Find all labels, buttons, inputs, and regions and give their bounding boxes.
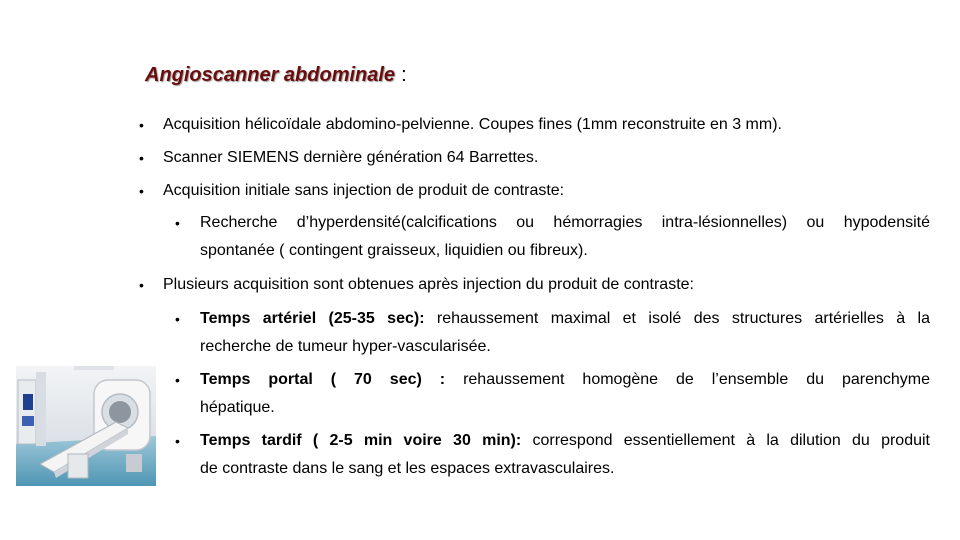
phase-text: rehaussement homogène de l’ensemble du parenchyme (445, 371, 930, 388)
sub-bullet-glyph: • (175, 433, 180, 449)
phase-label: Temps tardif ( 2-5 min voire 30 min): (200, 432, 522, 449)
sub-item-line: Recherche d’hyperdensité(calcifications ou hémorragies intra-lésionnelles) ou hypodensité (200, 214, 930, 231)
sub-bullet-glyph: • (175, 311, 180, 327)
sub-bullet-glyph: • (175, 372, 180, 388)
list-item: Acquisition hélicoïdale abdomino-pelvienne. Coupes fines (1mm reconstruite en 3 mm). (163, 116, 782, 133)
ct-scanner-illustration (16, 366, 156, 486)
sub-item-line: spontanée ( contingent graisseux, liquidien ou fibreux). (200, 242, 588, 259)
list-item: Acquisition initiale sans injection de produit de contraste: (163, 182, 565, 199)
bullet-glyph: • (139, 277, 144, 293)
phase-label: Temps artériel (25-35 sec): (200, 310, 425, 327)
bullet-glyph: • (139, 150, 144, 166)
bullet-glyph: • (139, 183, 144, 199)
phase-text: hépatique. (200, 399, 275, 416)
phase-text: correspond essentiellement à la dilution du produit (521, 432, 931, 449)
phase-arterial (200, 309, 930, 329)
phase-portal (200, 370, 930, 390)
phase-text: recherche de tumeur hyper-vascularisée. (200, 338, 491, 355)
phase-text: de contraste dans le sang et les espaces extravasculaires. (200, 460, 615, 477)
phase-late (200, 431, 930, 451)
bullet-glyph: • (139, 117, 144, 133)
slide-title: Angioscanner abdominale : (145, 64, 407, 86)
list-item: Plusieurs acquisition sont obtenues après injection du produit de contraste: (163, 276, 694, 293)
ct-scanner-photo (16, 366, 156, 486)
phase-text: rehaussement maximal et isolé des structures artérielles à la (424, 310, 930, 327)
phase-label: Temps portal ( 70 sec) : (200, 371, 446, 388)
sub-bullet-glyph: • (175, 215, 180, 231)
list-item: Scanner SIEMENS dernière génération 64 Barrettes. (163, 149, 539, 166)
